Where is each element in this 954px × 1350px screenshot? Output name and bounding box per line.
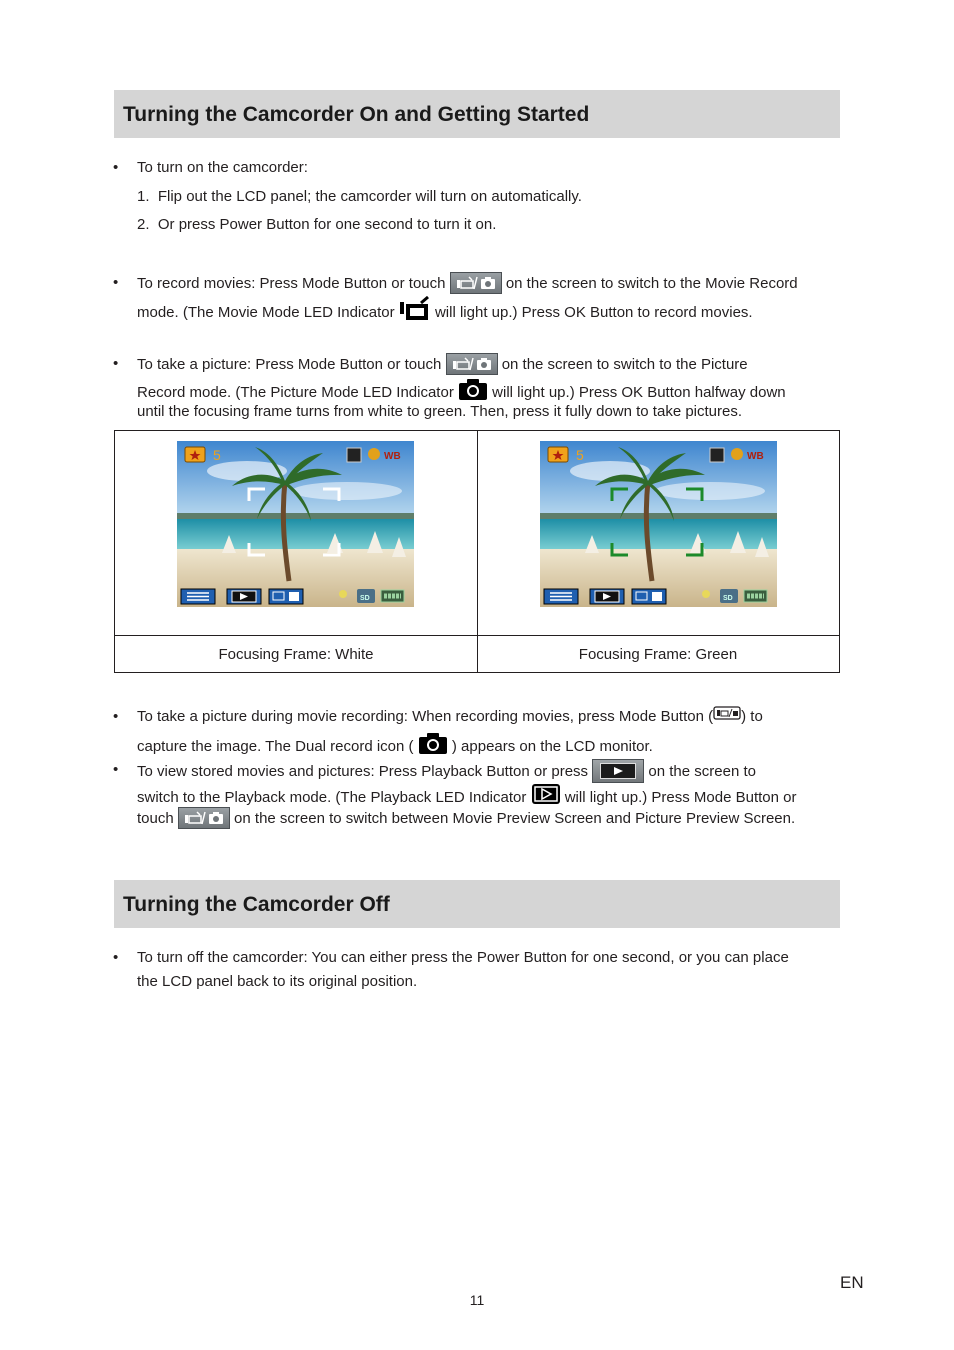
caption-green-frame: Focusing Frame: Green: [578, 646, 738, 663]
bullet-marker: •: [113, 274, 119, 291]
page-number: 11: [469, 1292, 485, 1308]
bullet-marker: •: [113, 159, 119, 176]
turn-on-intro: To turn on the camcorder:: [137, 159, 308, 176]
record-movies-line-1: [137, 273, 798, 295]
text-segment: ) to: [741, 708, 763, 725]
playback-line-1: [137, 760, 756, 784]
text-segment: switch to the Playback mode. (The Playback LED Indicator: [137, 788, 527, 806]
flash-mode-icon: [347, 448, 361, 462]
text-segment: To take a picture during movie recording: When recording movies, press Mode Button (: [137, 708, 714, 725]
flash-mode-icon: [710, 448, 724, 462]
horizon-land: [540, 513, 777, 519]
movie-led-icon: [399, 296, 431, 328]
step-number: 1.: [137, 188, 150, 205]
section-title-turning-off: Turning the Camcorder Off: [114, 880, 840, 928]
movie-camera-mode-icon: [446, 353, 498, 375]
take-picture-line-3: until the focusing frame turns from white to green. Then, press it fully down to take pictures.: [137, 403, 743, 420]
cloud: [292, 482, 402, 500]
wb-icon: WB: [747, 451, 764, 462]
cloud: [655, 482, 765, 500]
lcd-screen-white-frame: [177, 441, 414, 607]
language-label: EN: [840, 1273, 864, 1292]
dual-record-line-1: [137, 707, 763, 727]
dual-record-line-2: [137, 732, 653, 762]
text-segment: ) appears on the LCD monitor.: [451, 737, 653, 755]
shot-count: 5: [213, 447, 221, 463]
bullet-marker: •: [113, 949, 119, 966]
svg-text:SD: SD: [360, 595, 370, 602]
step-2: [137, 215, 496, 235]
macro-icon: [368, 448, 380, 460]
record-movies-line-2: [137, 297, 753, 329]
section-title-turning-on: Turning the Camcorder On and Getting Started: [114, 90, 840, 138]
bottom-toolbar: [544, 589, 767, 604]
light-icon: [702, 590, 710, 598]
step-1: [137, 187, 582, 207]
text-segment: To take a picture: Press Mode Button or touch: [137, 355, 442, 373]
text-segment: touch: [137, 809, 174, 827]
macro-icon: [731, 448, 743, 460]
bullet-marker: •: [113, 761, 119, 778]
playback-button-icon: [592, 759, 644, 783]
playback-line-3: [137, 808, 795, 830]
bullet-marker: •: [113, 355, 119, 372]
take-picture-line-1: [137, 354, 748, 376]
step-text: Or press Power Button for one second to turn it on.: [157, 216, 497, 233]
text-segment: mode. (The Movie Mode LED Indicator: [137, 303, 395, 321]
text-segment: will light up.) Press OK Button halfway down: [492, 383, 786, 401]
bullet-marker: •: [113, 708, 119, 725]
text-segment: Record mode. (The Picture Mode LED Indicator: [137, 383, 454, 401]
text-segment: on the screen to switch between Movie Preview Screen and Picture Preview Screen.: [234, 809, 796, 827]
text-segment: on the screen to switch to the Movie Record: [505, 274, 798, 292]
bottom-toolbar: [181, 589, 404, 604]
text-segment: capture the image. The Dual record icon (: [137, 737, 414, 755]
text-segment: will light up.) Press OK Button to record movies.: [434, 303, 753, 321]
camera-icon: [418, 731, 448, 761]
movie-camera-mode-icon: [178, 807, 230, 829]
text-segment: will light up.) Press Mode Button or: [564, 788, 797, 806]
wb-icon: WB: [384, 451, 401, 462]
table-divider: [115, 635, 839, 636]
shot-count: 5: [576, 447, 584, 463]
svg-text:SD: SD: [723, 595, 733, 602]
text-segment: To record movies: Press Mode Button or touch: [137, 274, 446, 292]
movie-camera-mode-icon: [450, 272, 502, 294]
turn-off-line-1: To turn off the camcorder: You can either press the Power Button for one second, or you can place: [137, 949, 789, 966]
focus-frame-figure-table: [114, 430, 840, 673]
step-number: 2.: [137, 216, 150, 233]
text-segment: on the screen to switch to the Picture: [501, 355, 748, 373]
text-segment: on the screen to: [648, 762, 756, 780]
caption-white-frame: Focusing Frame: White: [218, 646, 374, 663]
lcd-screen-green-frame: [540, 441, 777, 607]
turn-off-line-2: the LCD panel back to its original position.: [137, 973, 418, 990]
horizon-land: [177, 513, 414, 519]
playback-led-icon: [531, 783, 561, 811]
light-icon: [339, 590, 347, 598]
mode-button-icon: [713, 706, 741, 726]
text-segment: To view stored movies and pictures: Press Playback Button or press: [137, 762, 589, 780]
step-text: Flip out the LCD panel; the camcorder will turn on automatically.: [157, 188, 582, 205]
